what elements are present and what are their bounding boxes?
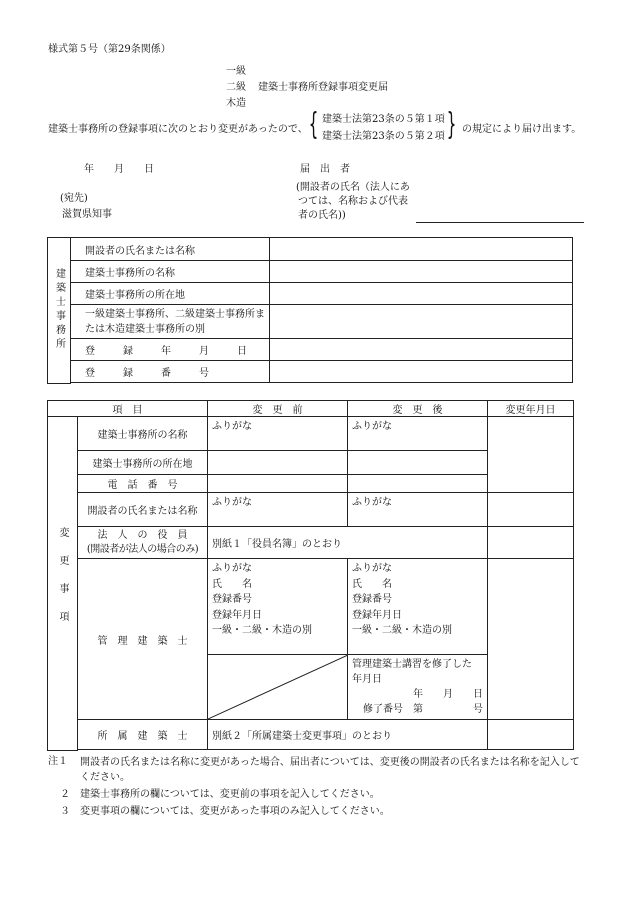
course-number: 修了番号 第 号 [363,704,483,715]
note-2-label: ２ [60,789,70,800]
form-number: 様式第５号（第29条関係） [48,44,171,55]
office-row-regno: 登 録 番 号 [71,361,270,383]
addressee-name: 滋賀県知事 [62,209,112,220]
office-row-regdate: 登 録 年 月 日 [71,339,270,361]
change-date-cell-1[interactable] [488,417,574,493]
change-row-phone: 電 話 番 号 [78,475,208,493]
affiliated-value: 別紙２「所属建築士変更事項」のとおり [208,720,488,750]
course-date: 年 月 日 [413,689,483,700]
reporter-signature-line[interactable] [416,222,584,223]
furigana-label: ふりがな [212,421,252,432]
office-value-name[interactable] [270,261,573,283]
header-before: 変 更 前 [208,401,348,417]
intro-text: 建築士事務所の登録事項に次のとおり変更があったので、 [48,124,308,135]
before-manager-cell[interactable] [208,559,348,655]
change-date-cell-2[interactable] [488,493,574,527]
mgr-name: 氏 名 [212,578,252,590]
office-row-name: 建築士事務所の名称 [71,261,270,283]
furigana-label: ふりがな [212,497,252,508]
office-value-founder[interactable] [270,238,573,261]
change-row-officer [78,527,208,559]
change-date-cell-3[interactable] [488,527,574,559]
office-row-address: 建築士事務所の所在地 [71,283,270,305]
office-value-address[interactable] [270,283,573,305]
course-label-2: 年月日 [352,674,382,685]
header-change-date: 変更年月日 [488,401,574,417]
grade-first: 一級 [226,66,246,77]
intro-suffix: の規定により届け出ます。 [462,124,582,135]
mgr-grade: 一級・二級・木造の別 [352,625,452,636]
after-founder-cell[interactable] [348,493,488,527]
header-after: 変 更 後 [348,401,488,417]
before-name-cell[interactable] [208,417,348,451]
change-row-name: 建築士事務所の名称 [78,417,208,451]
officer-label: 法 人 の 役 員 [97,530,188,541]
reporter-note-3: 者の氏名)) [298,210,346,221]
office-table [47,237,573,384]
mgr-regdate: 登録年月日 [352,609,402,621]
mgr-furigana: ふりがな [352,563,392,574]
note-2-text: 建築士事務所の欄については、変更前の事項を記入してください。 [80,789,380,800]
change-row-manager: 管 理 建 築 士 [78,559,208,720]
furigana-label: ふりがな [352,497,392,508]
before-course-slashed-cell [208,655,348,720]
after-course-cell[interactable] [348,655,488,720]
after-address-cell[interactable] [348,451,488,475]
addressee-label: (宛先) [60,193,88,204]
reporter-note-1: (開設者の氏名（法人にあ [296,182,410,193]
grade-second: 二級 [226,82,246,93]
officer-value: 別紙１「役員名簿」のとおり [208,527,488,559]
change-table [47,400,574,751]
mgr-regdate: 登録年月日 [212,609,262,621]
reporter-label: 届 出 者 [300,164,350,175]
diagonal-slash-icon [208,655,347,719]
note-1 [80,756,588,785]
office-value-grade[interactable] [270,305,573,339]
law-clause-2: 建築士法第23条の５第２項 [322,131,445,142]
mgr-regno: 登録番号 [212,594,252,605]
change-row-founder: 開設者の氏名または名称 [78,493,208,527]
change-date-cell-5[interactable] [488,720,574,750]
mgr-grade: 一級・二級・木造の別 [212,625,312,636]
brace-left-icon: { [308,107,319,142]
document-title: 建築士事務所登録事項変更届 [258,82,388,93]
office-value-regdate[interactable] [270,339,573,361]
mgr-furigana: ふりがな [212,563,252,574]
after-manager-cell[interactable] [348,559,488,655]
furigana-label: ふりがな [352,421,392,432]
office-row-grade: 一級建築士事務所、二級建築士事務所または木造建築士事務所の別 [71,305,270,339]
mgr-name: 氏 名 [352,578,392,590]
law-clause-1: 建築士法第23条の５第１項 [322,114,445,125]
office-row-founder: 開設者の氏名または名称 [71,238,270,261]
office-value-regno[interactable] [270,361,573,383]
officer-note: (開設者が法人の場合のみ) [86,543,199,555]
after-name-cell[interactable] [348,417,488,451]
change-date-cell-4[interactable] [488,559,574,720]
report-date: 年 月 日 [84,164,154,175]
note-1-label: 注１ [48,756,68,767]
office-side-label: 建築士事務所 [48,238,71,384]
grade-wood: 木造 [226,98,246,109]
note-3-text: 変更事項の欄については、変更があった事項のみ記入してください。 [80,806,390,817]
before-phone-cell[interactable] [208,475,348,493]
note-3-label: ３ [60,806,70,817]
change-side-label: 変更事項 [48,417,78,751]
change-row-affiliated: 所 属 建 築 士 [78,720,208,750]
note-1-text: 開設者の氏名または名称に変更があった場合、届出者については、変更後の開設者の氏名または名称を記入してください。 [80,757,580,783]
header-item: 項 目 [48,401,208,417]
before-founder-cell[interactable] [208,493,348,527]
brace-right-icon: } [446,107,457,142]
reporter-note-2: つては、名称および代表 [298,196,408,207]
mgr-regno: 登録番号 [352,594,392,605]
change-row-address: 建築士事務所の所在地 [78,451,208,475]
after-phone-cell[interactable] [348,475,488,493]
course-label-1: 管理建築士講習を修了した [352,659,472,670]
before-address-cell[interactable] [208,451,348,475]
